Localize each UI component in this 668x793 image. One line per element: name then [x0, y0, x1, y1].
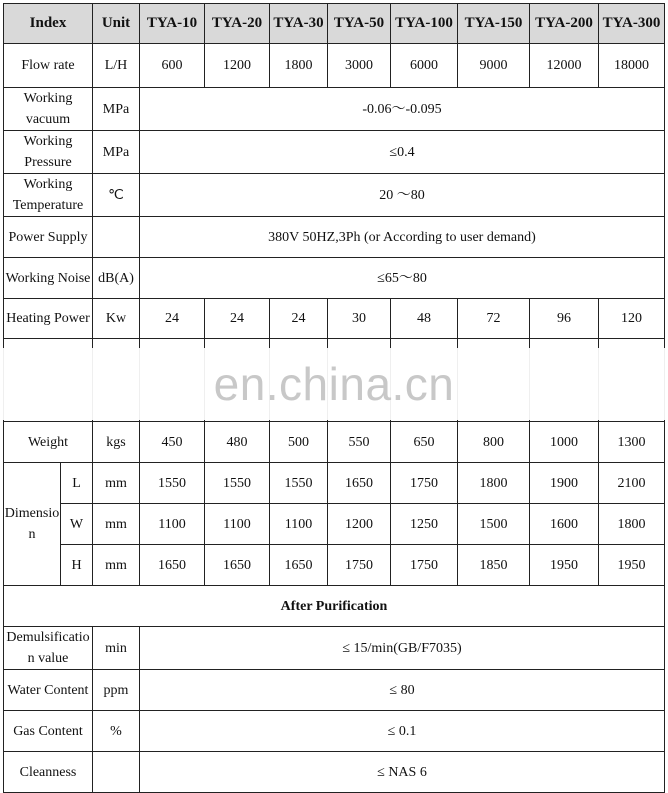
cell-value: ≤ 0.1 [140, 711, 665, 752]
row-dimension-l [4, 463, 665, 504]
row-label: Demulsification value [4, 627, 93, 670]
row-weight [4, 422, 665, 463]
cell-value: 1500 [458, 504, 530, 545]
cell-value: 24 [270, 299, 328, 339]
cell-value: 550 [328, 422, 391, 463]
header-model: TYA-200 [530, 4, 599, 44]
row-label: Working vacuum [4, 88, 93, 131]
watermark-text: en.china.cn [213, 358, 455, 410]
cell-value: 1550 [205, 463, 270, 504]
cell-value: 500 [270, 422, 328, 463]
cell-value: ≤ NAS 6 [140, 752, 665, 793]
dimension-sub: W [61, 504, 93, 545]
dimension-sub: H [61, 545, 93, 586]
header-model: TYA-10 [140, 4, 205, 44]
row-cleanness [4, 752, 665, 793]
row-label: Working Noise [4, 258, 93, 299]
row-flow-rate [4, 44, 665, 88]
cell-value: 1250 [391, 504, 458, 545]
row-working-vacuum [4, 88, 665, 131]
row-unit: Kw [93, 299, 140, 339]
row-unit: kgs [93, 422, 140, 463]
cell-value: 1750 [328, 545, 391, 586]
cell-value: 1550 [140, 463, 205, 504]
cell-value: 800 [458, 422, 530, 463]
row-unit: MPa [93, 131, 140, 174]
cell-value: 9000 [458, 44, 530, 88]
row-working-noise [4, 258, 665, 299]
row-label: Heating Power [4, 299, 93, 339]
cell-value: 1650 [270, 545, 328, 586]
cell-value: 72 [458, 299, 530, 339]
cell-value: 1950 [530, 545, 599, 586]
row-label: Weight [4, 422, 93, 463]
header-index: Index [4, 4, 93, 44]
row-after-purification [4, 586, 665, 627]
cell-value: 1200 [205, 44, 270, 88]
row-unit: mm [93, 545, 140, 586]
cell-value: 1650 [328, 463, 391, 504]
cell-value: 48 [391, 299, 458, 339]
header-model: TYA-50 [328, 4, 391, 44]
cell-value: 1800 [270, 44, 328, 88]
row-label: Cleanness [4, 752, 93, 793]
row-label: Working Pressure [4, 131, 93, 174]
cell-value: 6000 [391, 44, 458, 88]
row-unit: ℃ [93, 174, 140, 217]
row-dimension-h [4, 545, 665, 586]
cell-value: -0.06～-0.095 [140, 88, 665, 131]
cell-value: 20 ～80 [140, 174, 665, 217]
row-label: Working Temperature [4, 174, 93, 217]
row-unit: % [93, 711, 140, 752]
header-model: TYA-30 [270, 4, 328, 44]
cell-value: 1300 [599, 422, 665, 463]
cell-value: 30 [328, 299, 391, 339]
cell-value: 12000 [530, 44, 599, 88]
cell-value: 450 [140, 422, 205, 463]
cell-value: 380V 50HZ,3Ph (or According to user demand) [140, 217, 665, 258]
cell-value: 1650 [140, 545, 205, 586]
cell-value: 1100 [140, 504, 205, 545]
cell-value: 1800 [458, 463, 530, 504]
row-unit: dB(A) [93, 258, 140, 299]
row-unit: mm [93, 504, 140, 545]
cell-value: 1550 [270, 463, 328, 504]
row-unit: ppm [93, 670, 140, 711]
cell-value: 1600 [530, 504, 599, 545]
cell-value: 120 [599, 299, 665, 339]
row-label: Water Content [4, 670, 93, 711]
cell-value: 1800 [599, 504, 665, 545]
row-unit [93, 752, 140, 793]
cell-value: 1750 [391, 463, 458, 504]
cell-value: ≤ 15/min(GB/F7035) [140, 627, 665, 670]
row-working-temperature [4, 174, 665, 217]
cell-value: ≤65～80 [140, 258, 665, 299]
cell-value: 650 [391, 422, 458, 463]
dimension-sub: L [61, 463, 93, 504]
row-power-supply [4, 217, 665, 258]
row-water-content [4, 670, 665, 711]
header-model: TYA-20 [205, 4, 270, 44]
cell-value: 24 [205, 299, 270, 339]
cell-value: 600 [140, 44, 205, 88]
header-unit: Unit [93, 4, 140, 44]
cell-value: 1850 [458, 545, 530, 586]
cell-value: 1950 [599, 545, 665, 586]
header-model: TYA-100 [391, 4, 458, 44]
dimension-label: Dimension [4, 463, 61, 586]
cell-value: 1100 [270, 504, 328, 545]
cell-value: 18000 [599, 44, 665, 88]
header-model: TYA-300 [599, 4, 665, 44]
row-unit [93, 217, 140, 258]
cell-value: 3000 [328, 44, 391, 88]
cell-value: 2100 [599, 463, 665, 504]
cell-value: 1650 [205, 545, 270, 586]
header-row [4, 4, 665, 44]
row-dimension-w [4, 504, 665, 545]
cell-value: 1000 [530, 422, 599, 463]
row-working-pressure [4, 131, 665, 174]
row-unit: MPa [93, 88, 140, 131]
row-label: Flow rate [4, 44, 93, 88]
row-unit: L/H [93, 44, 140, 88]
cell-value: 1900 [530, 463, 599, 504]
cell-value: 480 [205, 422, 270, 463]
row-unit: mm [93, 463, 140, 504]
cell-value: 1750 [391, 545, 458, 586]
cell-value: 24 [140, 299, 205, 339]
row-gas-content [4, 711, 665, 752]
row-demulsification [4, 627, 665, 670]
section-title: After Purification [4, 586, 665, 627]
row-heating-power [4, 299, 665, 339]
row-label: Gas Content [4, 711, 93, 752]
cell-value: 1100 [205, 504, 270, 545]
watermark-band [0, 348, 668, 420]
cell-value: 1200 [328, 504, 391, 545]
cell-value: 96 [530, 299, 599, 339]
row-unit: min [93, 627, 140, 670]
header-model: TYA-150 [458, 4, 530, 44]
row-label: Power Supply [4, 217, 93, 258]
cell-value: ≤ 80 [140, 670, 665, 711]
cell-value: ≤0.4 [140, 131, 665, 174]
